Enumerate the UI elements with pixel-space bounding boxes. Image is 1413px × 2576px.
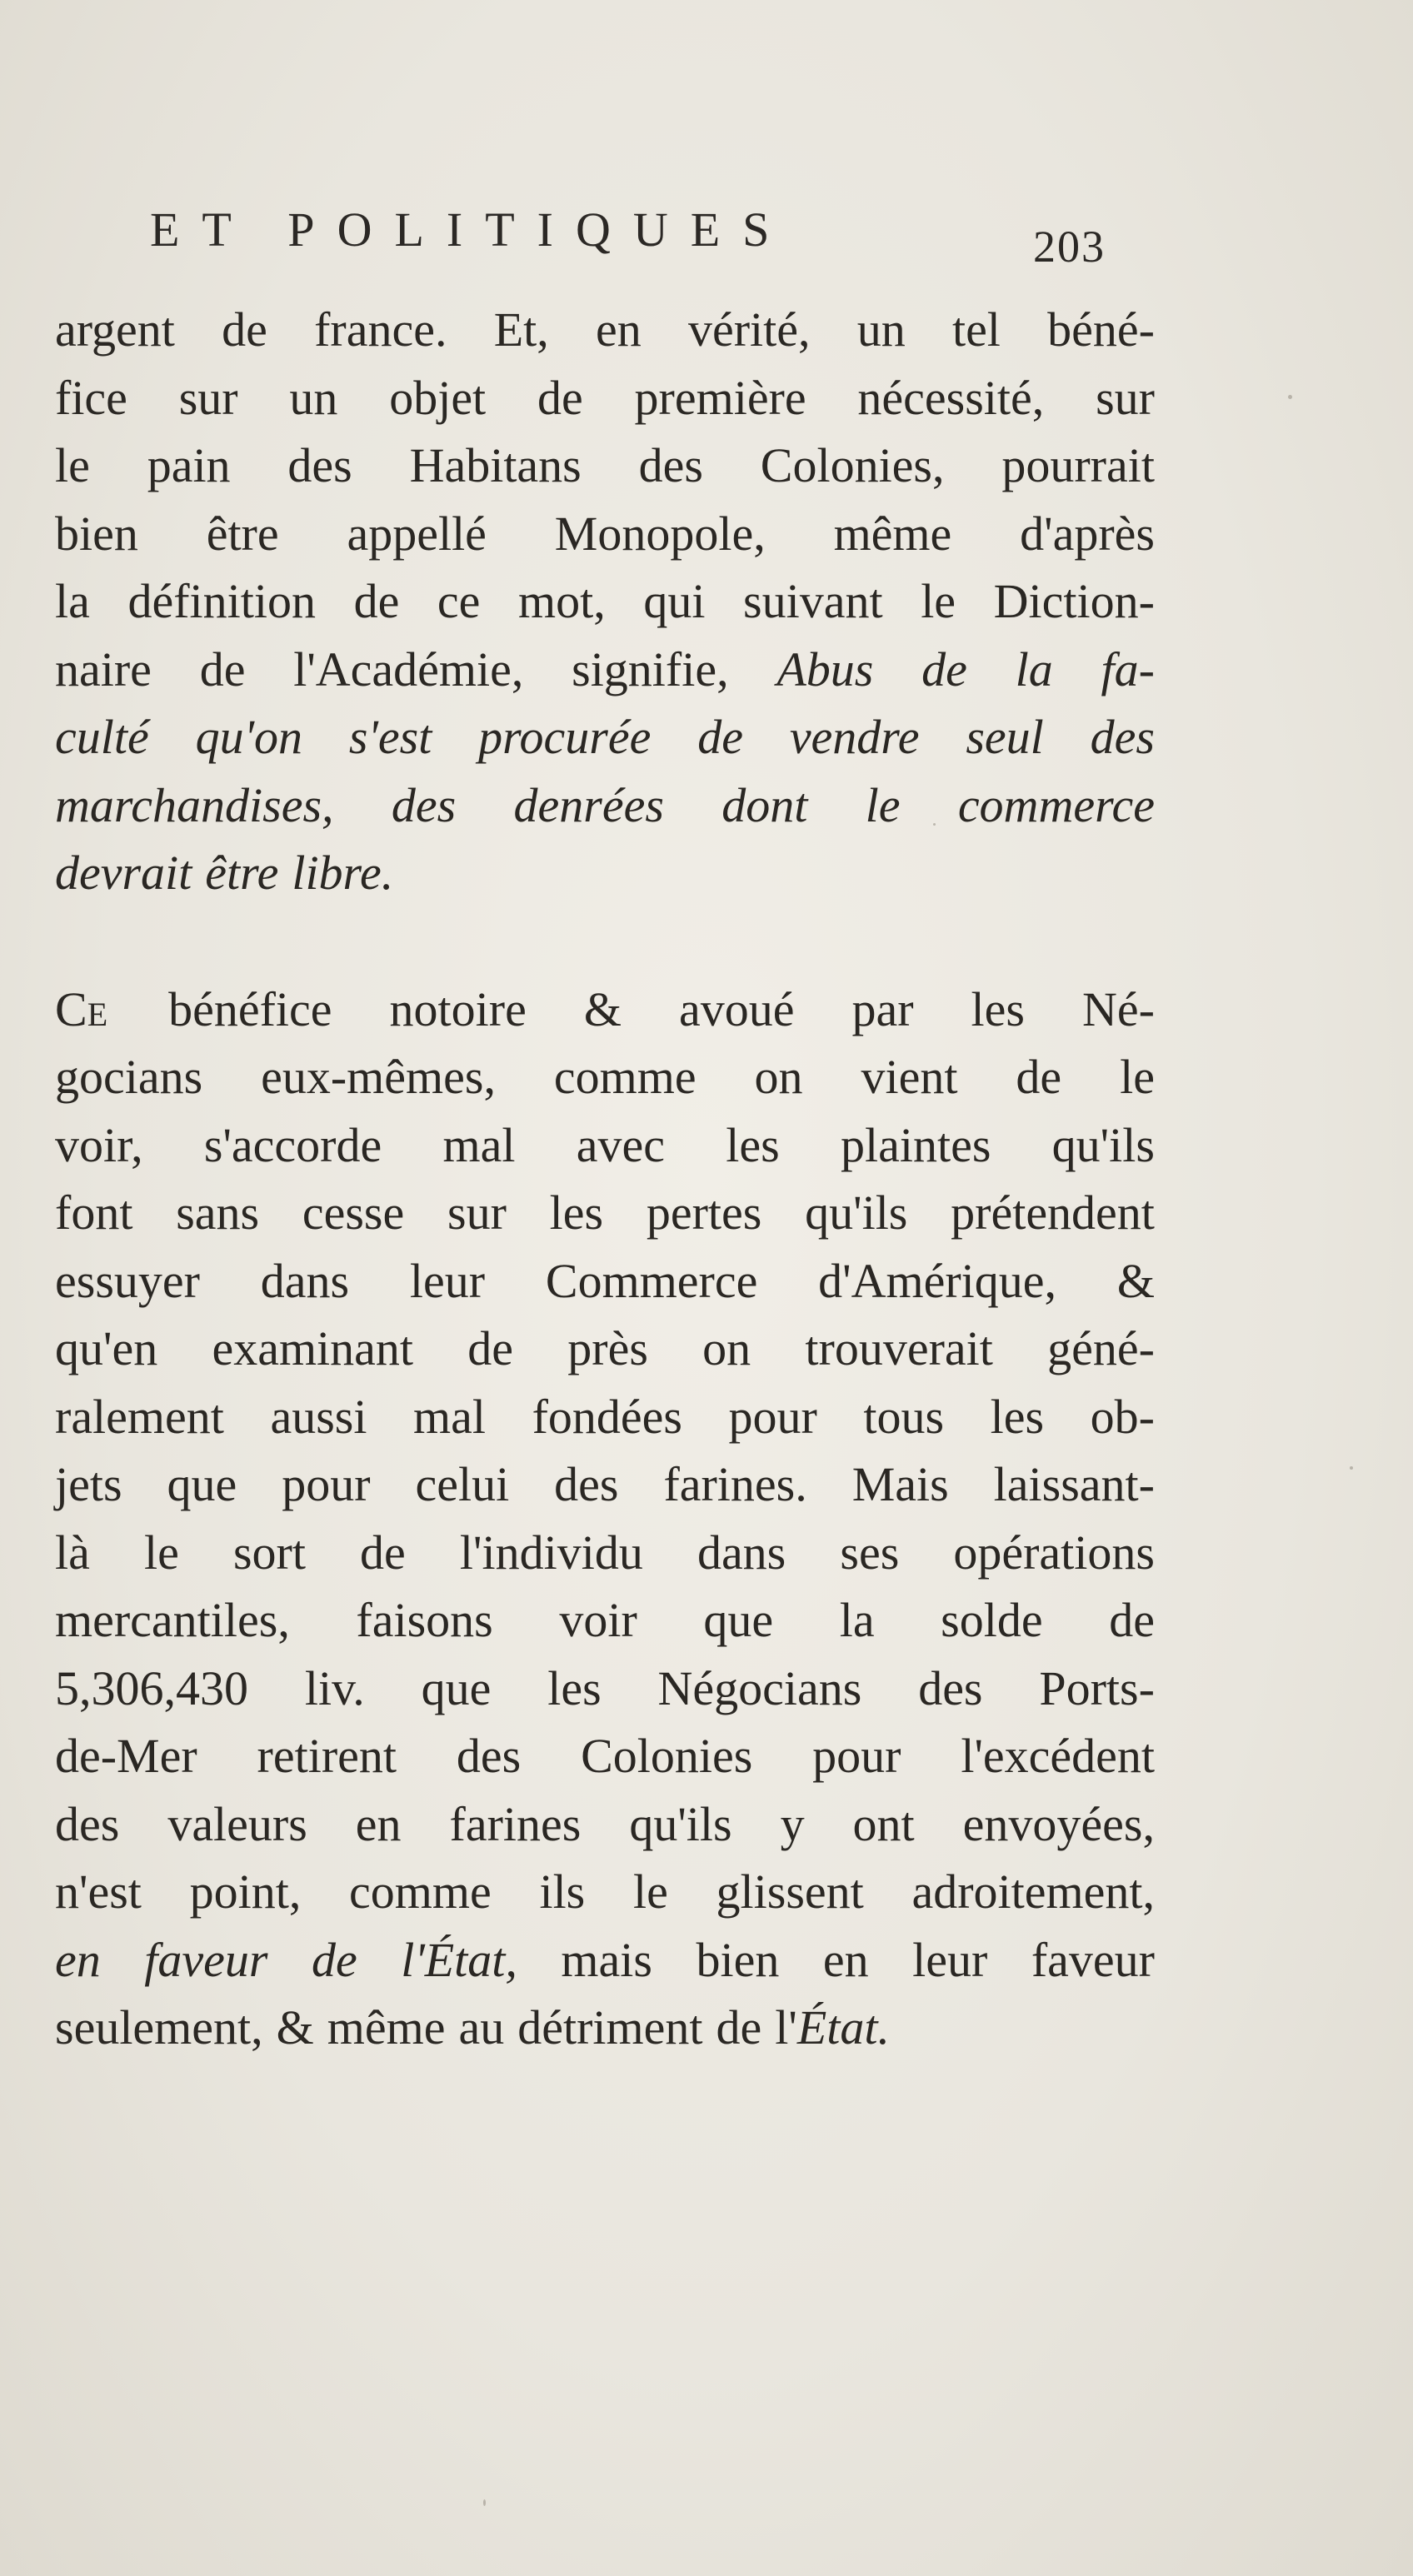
word: envoyées,: [962, 1796, 1155, 1851]
word: de: [311, 1932, 357, 1987]
text-line: [55, 1722, 1155, 1790]
word: appellé: [347, 506, 487, 561]
word: faisons: [356, 1593, 493, 1647]
word: le: [632, 1865, 668, 1919]
text-line: [55, 500, 1155, 568]
text-line: [55, 364, 1155, 432]
word: un: [856, 302, 906, 357]
word: de: [716, 2000, 762, 2054]
word: point,: [189, 1865, 302, 1919]
word: le: [55, 438, 90, 492]
word: opérations: [953, 1525, 1155, 1580]
word: ce: [437, 574, 481, 628]
word: voir: [559, 1593, 637, 1647]
word: première: [634, 370, 806, 425]
word: vendre: [789, 710, 920, 764]
word: Colonies,: [760, 438, 945, 492]
text-line: [55, 296, 1155, 364]
word: celui: [415, 1457, 510, 1511]
word: fa-: [1101, 642, 1155, 696]
word: examinant: [212, 1321, 414, 1375]
word: &: [583, 981, 622, 1036]
word: retirent: [257, 1729, 397, 1783]
word: dans: [260, 1253, 350, 1308]
word: voir,: [55, 1117, 143, 1172]
word: bénéfice: [168, 981, 332, 1036]
word: sans: [176, 1186, 260, 1240]
word: plaintes: [840, 1117, 991, 1172]
word: des: [918, 1660, 983, 1715]
word: farines.: [663, 1457, 807, 1511]
word: la: [55, 574, 90, 628]
word: sur: [447, 1186, 507, 1240]
word: Colonies: [581, 1729, 753, 1783]
word: que: [703, 1593, 774, 1647]
word: en: [55, 1932, 101, 1987]
word: naire: [55, 642, 152, 696]
word: de: [537, 370, 583, 425]
word: le: [1120, 1050, 1155, 1104]
word: Monopole,: [554, 506, 766, 561]
word: notoire: [389, 981, 527, 1036]
word: que: [167, 1457, 237, 1511]
text-line: [55, 771, 1155, 840]
word: procurée: [478, 710, 652, 764]
text-line: [55, 1519, 1155, 1587]
word: sort: [232, 1525, 306, 1580]
text-line: [55, 1994, 1155, 2062]
word: marchandises,: [55, 777, 334, 832]
word: Ports-: [1039, 1660, 1155, 1715]
word: Habitans: [409, 438, 582, 492]
word: dont: [721, 777, 808, 832]
paragraph-2: [55, 976, 1155, 2062]
word: des: [554, 1457, 619, 1511]
word: de-Mer: [55, 1729, 197, 1783]
text-line: [55, 567, 1155, 636]
word: des: [55, 1796, 120, 1851]
word: qu'en: [55, 1321, 158, 1375]
word: des: [456, 1729, 522, 1783]
word: s'accorde: [203, 1117, 382, 1172]
word: pertes: [646, 1186, 762, 1240]
word: Né-: [1081, 981, 1155, 1036]
text-line: [55, 1383, 1155, 1451]
word: par: [851, 981, 914, 1036]
text-line: [55, 1790, 1155, 1859]
word: Abus: [776, 642, 874, 696]
paragraph-gap: [55, 907, 1155, 976]
word: même: [327, 2000, 446, 2054]
word: &: [276, 2000, 314, 2054]
word: seulement,: [55, 2000, 263, 2054]
word: qu'ils: [1051, 1117, 1155, 1172]
word: même: [833, 506, 952, 561]
word: le: [921, 574, 956, 628]
word: en: [822, 1932, 869, 1987]
word: des: [638, 438, 703, 492]
word: font: [55, 1186, 133, 1240]
word: nécessité,: [857, 370, 1045, 425]
word: béné-: [1047, 302, 1155, 357]
word: des: [287, 438, 352, 492]
word: cesse: [302, 1186, 405, 1240]
word: signifie,: [572, 642, 729, 696]
word: l'Académie,: [293, 642, 524, 696]
word: de: [697, 710, 743, 764]
word: laissant-: [993, 1457, 1155, 1511]
word: solde: [941, 1593, 1043, 1647]
word: bien: [696, 1932, 780, 1987]
word: pourrait: [1001, 438, 1155, 492]
word: le: [865, 777, 901, 832]
word: 5,306,430: [55, 1660, 248, 1715]
word: détriment: [517, 2000, 703, 2054]
word: avec: [576, 1117, 665, 1172]
word: seul: [966, 710, 1044, 764]
word: là: [55, 1525, 90, 1580]
word: sur: [1096, 370, 1155, 425]
running-title: ET POLITIQUES: [150, 202, 792, 257]
word: les: [549, 1186, 604, 1240]
word: trouverait: [805, 1321, 993, 1375]
paper-speck: [1288, 395, 1292, 399]
word: mal: [413, 1389, 486, 1444]
word: leur: [409, 1253, 486, 1308]
text-line: [55, 839, 1155, 907]
word: objet: [389, 370, 487, 425]
word: des: [1090, 710, 1155, 764]
page-number: 203: [1033, 222, 1106, 272]
word: bien: [55, 506, 138, 561]
text-line: [55, 432, 1155, 500]
word: les: [990, 1389, 1045, 1444]
paper-speck: [483, 2499, 486, 2506]
text-line: [55, 636, 1155, 704]
word: Diction-: [993, 574, 1155, 628]
word: de: [353, 574, 400, 628]
word: glissent: [716, 1865, 864, 1919]
text-line: [55, 1450, 1155, 1519]
word: fice: [55, 370, 127, 425]
paper-speck: [933, 823, 936, 826]
word: pour: [282, 1457, 371, 1511]
word: pain: [147, 438, 231, 492]
word: y: [780, 1796, 805, 1851]
word: les: [971, 981, 1025, 1036]
word: de: [199, 642, 246, 696]
word: de: [222, 302, 267, 357]
word: être: [205, 846, 279, 900]
text-line: [55, 1655, 1155, 1723]
word: comme: [553, 1050, 697, 1104]
word: on: [754, 1050, 803, 1104]
word: tel: [951, 302, 1001, 357]
word: denrées: [513, 777, 664, 832]
text-line: [55, 1315, 1155, 1383]
word: qu'ils: [629, 1796, 732, 1851]
word: l'individu: [459, 1525, 643, 1580]
word: france.: [314, 302, 447, 357]
word: faveur: [1031, 1932, 1155, 1987]
word: dans: [697, 1525, 786, 1580]
word: argent: [55, 302, 175, 357]
text-line: [55, 1858, 1155, 1926]
word: un: [289, 370, 338, 425]
paper-speck: [1350, 1466, 1353, 1470]
text-line: [55, 1586, 1155, 1655]
word: Mais: [851, 1457, 949, 1511]
word: avoué: [678, 981, 795, 1036]
word: liv.: [304, 1660, 365, 1715]
word: pour: [812, 1729, 901, 1783]
word: s'est: [348, 710, 432, 764]
word: eux-mêmes,: [261, 1050, 496, 1104]
word: au: [458, 2000, 505, 2054]
word: l'excédent: [961, 1729, 1155, 1783]
word: tous: [863, 1389, 945, 1444]
drop-cap: CE: [55, 981, 112, 1036]
word: vérité,: [687, 302, 811, 357]
word: Commerce: [545, 1253, 758, 1308]
word: la: [839, 1593, 875, 1647]
word: mal: [442, 1117, 516, 1172]
word: ses: [840, 1525, 900, 1580]
word: de: [1109, 1593, 1155, 1647]
word: le: [143, 1525, 179, 1580]
word: géné-: [1047, 1321, 1155, 1375]
word: ont: [852, 1796, 915, 1851]
word: qu'ils: [805, 1186, 908, 1240]
text-line: [55, 1247, 1155, 1315]
word: la: [1015, 642, 1053, 696]
word: devrait: [55, 846, 192, 900]
word: prétendent: [951, 1186, 1155, 1240]
word: gocians: [55, 1050, 203, 1104]
word: les: [547, 1660, 602, 1715]
word: de: [360, 1525, 406, 1580]
word: ob-: [1090, 1389, 1155, 1444]
paragraph-1: [55, 296, 1155, 907]
word: adroitement,: [911, 1865, 1155, 1919]
word: ralement: [55, 1389, 224, 1444]
word: près: [567, 1321, 648, 1375]
word: l'État,: [401, 1932, 517, 1987]
word: n'est: [55, 1865, 142, 1919]
word: de: [1016, 1050, 1062, 1104]
word: mais: [561, 1932, 652, 1987]
word: en: [595, 302, 642, 357]
word: farines: [449, 1796, 582, 1851]
text-line: [55, 1111, 1155, 1180]
text-line: [55, 1926, 1155, 1994]
body-text: [55, 296, 1155, 2062]
word: être: [206, 506, 279, 561]
word: qu'on: [195, 710, 302, 764]
word: valeurs: [167, 1796, 307, 1851]
word: d'après: [1020, 506, 1155, 561]
word: culté: [55, 710, 149, 764]
text-line: [55, 1043, 1155, 1111]
word: Et,: [493, 302, 549, 357]
word: l'État.: [775, 2000, 891, 2054]
word: en: [355, 1796, 402, 1851]
word: leur: [912, 1932, 988, 1987]
word: commerce: [957, 777, 1155, 832]
word: mot,: [518, 574, 606, 628]
word: que: [421, 1660, 492, 1715]
text-line: [55, 1179, 1155, 1247]
word: Négocians: [657, 1660, 862, 1715]
word: de: [921, 642, 967, 696]
word: jets: [55, 1457, 122, 1511]
text-line: [55, 976, 1155, 1044]
word: pour: [728, 1389, 817, 1444]
word: essuyer: [55, 1253, 200, 1308]
page-header: [150, 197, 1150, 272]
word: les: [726, 1117, 780, 1172]
text-line: [55, 703, 1155, 771]
word: fondées: [532, 1389, 682, 1444]
word: qui: [643, 574, 706, 628]
word: faveur: [144, 1932, 268, 1987]
word: sur: [178, 370, 238, 425]
word: de: [467, 1321, 514, 1375]
word: mercantiles,: [55, 1593, 290, 1647]
word: d'Amérique,: [818, 1253, 1057, 1308]
word: des: [391, 777, 457, 832]
word: comme: [349, 1865, 492, 1919]
word: suivant: [743, 574, 883, 628]
word: libre.: [292, 846, 394, 900]
word: ils: [539, 1865, 586, 1919]
word: vient: [861, 1050, 958, 1104]
word: aussi: [270, 1389, 367, 1444]
word: &: [1116, 1253, 1155, 1308]
word: on: [702, 1321, 751, 1375]
word: définition: [127, 574, 316, 628]
